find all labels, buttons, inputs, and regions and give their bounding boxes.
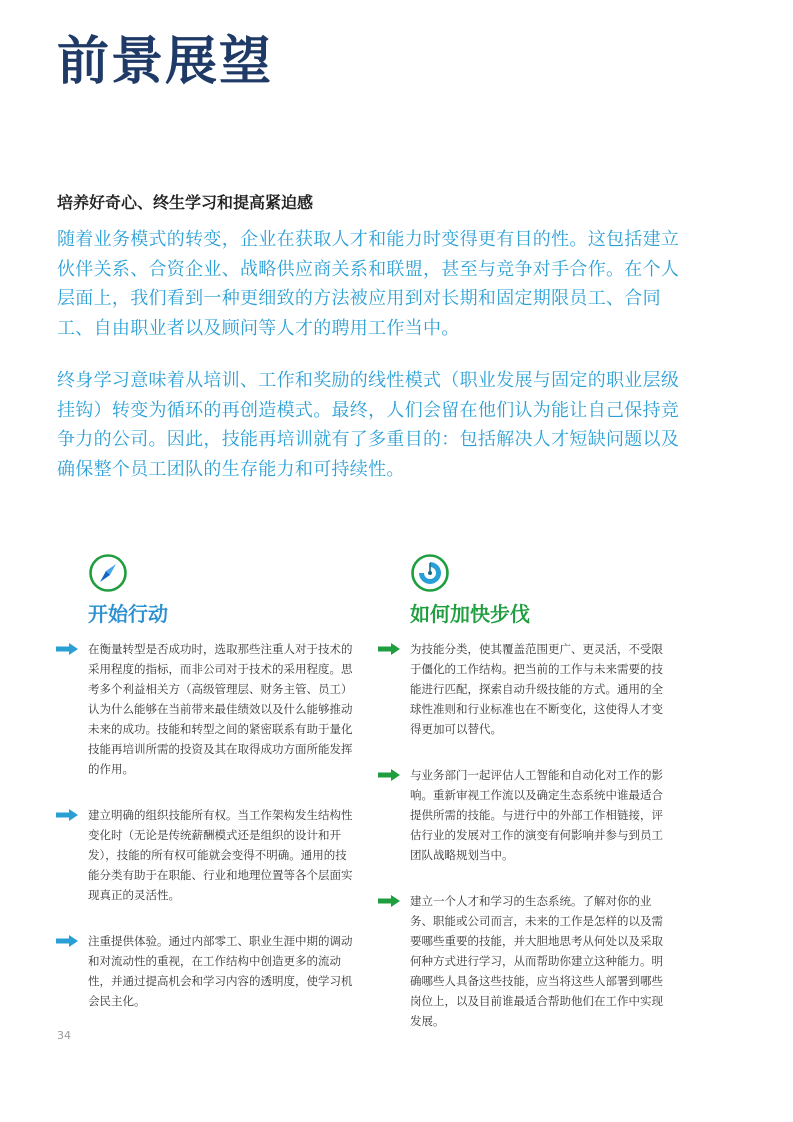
list-item	[410, 891, 674, 1031]
arrow-right-icon	[56, 935, 78, 947]
accelerate-column	[410, 553, 710, 1031]
list-item	[88, 805, 356, 905]
list-item-text: 注重提供体验。通过内部零工、职业生涯中期的调动和对流动性的重视，在工作结构中创造更多的流动性，并通过提高机会和学习内容的透明度，使学习机会民主化。	[88, 934, 353, 1008]
list-item-text: 为技能分类，使其覆盖范围更广、更灵活，不受限于僵化的工作结构。把当前的工作与未来需要的技能进行匹配，探索自动升级技能的方式。通用的全球性准则和行业标准也在不断变化，这使得人才变得更加可以替代。	[410, 642, 663, 736]
get-started-title: 开始行动	[88, 602, 168, 626]
compass-icon	[88, 553, 128, 593]
list-item	[88, 639, 356, 779]
arrow-right-icon	[378, 895, 400, 907]
arrow-right-icon	[56, 809, 78, 821]
list-item	[88, 931, 356, 1011]
list-item-text: 建立明确的组织技能所有权。当工作架构发生结构性变化时（无论是传统薪酬模式还是组织的设计和开发），技能的所有权可能就会变得不明确。通用的技能分类有助于在职能、行业和地理位置等各个层面实现真正的灵活性。	[88, 808, 353, 902]
accelerate-title: 如何加快步伐	[410, 602, 530, 626]
list-item-text: 建立一个人才和学习的生态系统。了解对你的业务、职能或公司而言，未来的工作是怎样的以及需要哪些重要的技能，并大胆地思考从何处以及采取何种方式进行学习，从而帮助你建立这种能力。明确哪些人具备这些技能，应当将这些人部署到哪些岗位上，以及目前谁最适合帮助他们在工作中实现发展。	[410, 894, 663, 1028]
list-item-text: 与业务部门一起评估人工智能和自动化对工作的影响。重新审视工作流以及确定生态系统中谁最适合提供所需的技能。与进行中的外部工作相链接，评估行业的发展对工作的演变有何影响并参与到员工团队战略规划当中。	[410, 768, 663, 862]
page-number: 34	[57, 1029, 71, 1042]
accelerate-list	[410, 639, 710, 1031]
list-item-text: 在衡量转型是否成功时，选取那些注重人对于技术的采用程度的指标，而非公司对于技术的采用程度。思考多个利益相关方（高级管理层、财务主管、员工）认为什么能够在当前带来最佳绩效以及什么能够推动未来的成功。技能和转型之间的紧密联系有助于量化技能再培训所需的投资及其在取得成功方面所能发挥的作用。	[88, 642, 353, 776]
arrow-right-icon	[378, 769, 400, 781]
section-subheading: 培养好奇心、终生学习和提高紧迫感	[57, 193, 314, 212]
get-started-list	[88, 639, 388, 1011]
get-started-column	[88, 553, 388, 1011]
page-title: 前景展望	[57, 31, 274, 92]
intro-paragraph: 随着业务模式的转变，企业在获取人才和能力时变得更有目的性。这包括建立伙伴关系、合资企业、战略供应商关系和联盟，甚至与竞争对手合作。在个人层面上，我们看到一种更细致的方法被应用到对长期和固定期限员工、合同工、自由职业者以及顾问等人才的聘用工作当中。	[57, 229, 680, 339]
list-item	[410, 765, 674, 865]
arrow-right-icon	[378, 643, 400, 655]
lifelong-learning-paragraph: 终身学习意味着从培训、工作和奖励的线性模式（职业发展与固定的职业层级挂钩）转变为循环的再创造模式。最终，人们会留在他们认为能让自己保持竞争力的公司。因此，技能再培训就有了多重目的：包括解决人才短缺问题以及确保整个员工团队的生存能力和可持续性。	[57, 370, 680, 480]
list-item	[410, 639, 674, 739]
speedometer-icon	[410, 553, 450, 593]
arrow-right-icon	[56, 643, 78, 655]
